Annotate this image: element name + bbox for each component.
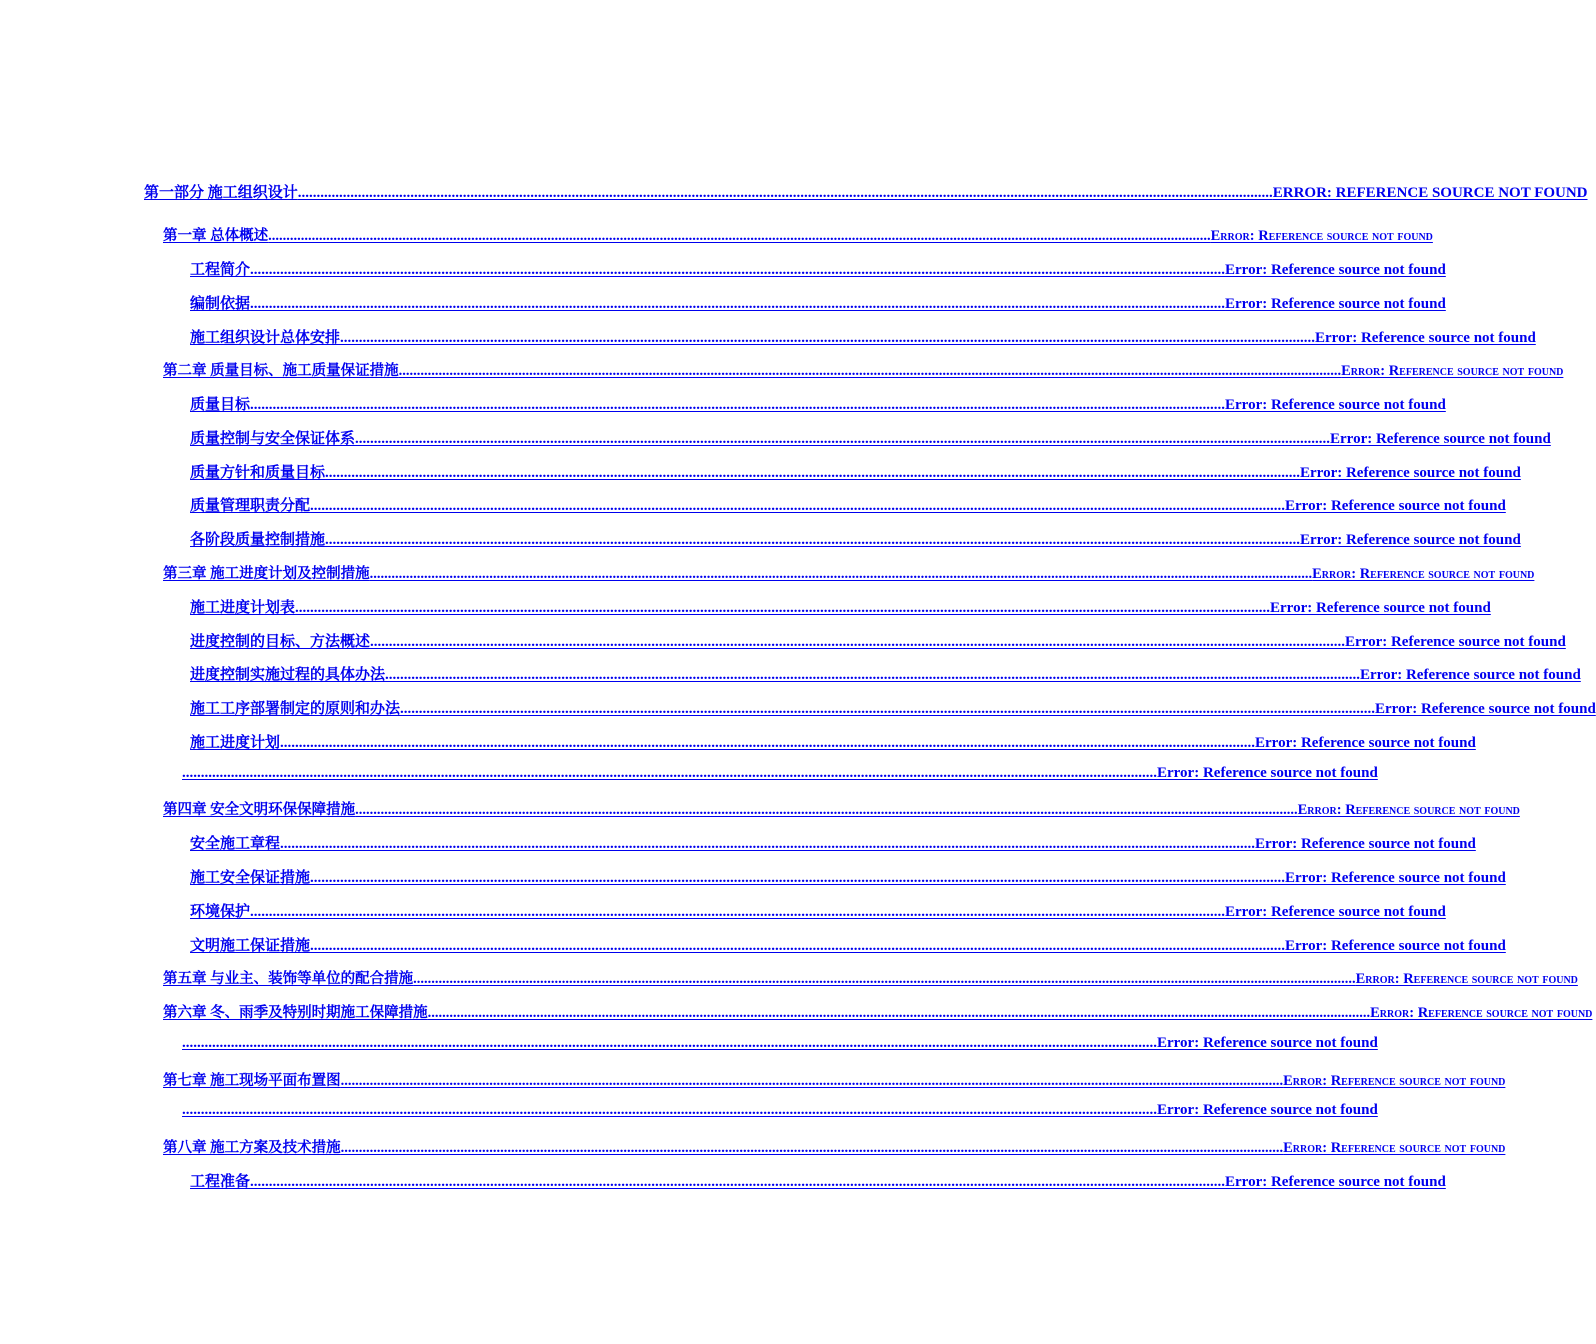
dot-leader: .................................................................................................................................................................................................................................................................... [370,634,1346,650]
dot-leader: .................................................................................................................................................................................................................................................................... [427,1005,1371,1021]
toc-page-reference: Error: Reference source not found [1330,431,1551,447]
toc-entry-title: 质量控制与安全保证体系 [190,431,356,447]
toc-page-reference: Error: Reference source not found [1312,566,1535,582]
toc-entry-title: 第一部分 施工组织设计 [144,185,298,201]
toc-entry-title: 环境保护 [190,904,251,920]
toc-entry-section[interactable] [182,461,1521,482]
toc-entry-title: 施工进度计划表 [190,600,296,616]
toc-entry-chapter[interactable] [163,1136,1506,1157]
toc-entry-section[interactable] [182,765,1378,782]
toc-entry-section[interactable] [182,866,1506,887]
dot-leader: .................................................................................................................................................................................................................................................................... [355,802,1298,818]
toc-page-reference: Error: Reference source not found [1341,363,1564,379]
toc-page-reference: Error: Reference source not found [1285,870,1506,886]
toc-page-reference: Error: Reference source not found [1157,765,1378,781]
toc-page-reference: Error: Reference source not found [1225,397,1446,413]
toc-page-reference: Error: Reference source not found [1157,1035,1378,1051]
dot-leader: .................................................................................................................................................................................................................................................................... [340,330,1316,346]
toc-entry-section[interactable] [182,393,1446,414]
toc-entry-title: 第七章 施工现场平面布置图 [163,1073,341,1089]
toc-entry-title: 第三章 施工进度计划及控制措施 [163,566,370,582]
toc-entry-section[interactable] [182,731,1476,752]
toc-page-reference: Error: Reference source not found [1225,296,1446,312]
toc-entry-section[interactable] [182,258,1446,279]
dot-leader: .................................................................................................................................................................................................................................................................... [280,735,1256,751]
toc-entry-section[interactable] [182,1035,1378,1052]
dot-leader: .................................................................................................................................................................................................................................................................... [250,262,1226,278]
toc-entry-section[interactable] [182,596,1491,617]
toc-page-reference: Error: Reference source not found [1285,498,1506,514]
toc-entry-part[interactable] [144,181,1588,202]
toc-page-reference: Error: Reference source not found [1355,971,1578,987]
toc-entry-title: 进度控制的目标、方法概述 [190,634,371,650]
toc-entry-title: 第八章 施工方案及技术措施 [163,1140,341,1156]
dot-leader: .................................................................................................................................................................................................................................................................... [250,296,1226,312]
toc-entry-title: 编制依据 [190,296,251,312]
toc-entry-title: 工程准备 [190,1174,251,1190]
toc-page-reference: Error: Reference source not found [1255,735,1476,751]
toc-entry-section[interactable] [182,663,1581,684]
toc-entry-chapter[interactable] [163,359,1564,380]
toc-entry-title: 文明施工保证措施 [190,938,311,954]
toc-page-reference: Error: Reference source not found [1360,667,1581,683]
toc-entry-title: 施工工序部署制定的原则和办法 [190,701,401,717]
toc-page-reference: Error: Reference source not found [1315,330,1536,346]
dot-leader: .................................................................................................................................................................................................................................................................... [182,765,1157,781]
toc-page-reference: Error: Reference source not found [1283,1140,1506,1156]
toc-entry-section[interactable] [182,427,1551,448]
toc-page-reference: Error: Reference source not found [1225,904,1446,920]
toc-entry-title: 质量方针和质量目标 [190,465,326,481]
toc-page-reference: Error: Reference source not found [1300,465,1521,481]
toc-entry-title: 第四章 安全文明环保保障措施 [163,802,356,818]
toc-entry-chapter[interactable] [163,967,1578,988]
dot-leader: .................................................................................................................................................................................................................................................................... [250,904,1226,920]
dot-leader: .................................................................................................................................................................................................................................................................... [250,1174,1226,1190]
dot-leader: .................................................................................................................................................................................................................................................................... [340,1073,1284,1089]
dot-leader: .................................................................................................................................................................................................................................................................... [325,465,1301,481]
dot-leader: .................................................................................................................................................................................................................................................................... [310,870,1286,886]
toc-entry-title: 施工进度计划 [190,735,281,751]
toc-entry-chapter[interactable] [163,798,1520,819]
dot-leader: .................................................................................................................................................................................................................................................................... [310,498,1286,514]
dot-leader: .................................................................................................................................................................................................................................................................... [355,431,1331,447]
toc-entry-section[interactable] [182,832,1476,853]
toc-page-reference: Error: Reference source not found [1375,701,1596,717]
toc-page-reference: Error: Reference source not found [1300,532,1521,548]
toc-entry-chapter[interactable] [163,224,1433,245]
dot-leader: .................................................................................................................................................................................................................................................................... [297,185,1273,201]
toc-entry-chapter[interactable] [163,1069,1506,1090]
toc-page-reference: Error: Reference source not found [1270,600,1491,616]
toc-page-reference: Error: Reference source not found [1285,938,1506,954]
toc-entry-title: 第二章 质量目标、施工质量保证措施 [163,363,399,379]
toc-entry-title: 安全施工章程 [190,836,281,852]
toc-entry-title: 各阶段质量控制措施 [190,532,326,548]
dot-leader: .................................................................................................................................................................................................................................................................... [250,397,1226,413]
toc-page-reference: Error: Reference source not found [1210,228,1433,244]
toc-entry-title: 第一章 总体概述 [163,228,269,244]
toc-entry-section[interactable] [182,900,1446,921]
toc-entry-section[interactable] [182,697,1596,718]
dot-leader: .................................................................................................................................................................................................................................................................... [295,600,1271,616]
toc-entry-section[interactable] [182,326,1536,347]
dot-leader: .................................................................................................................................................................................................................................................................... [340,1140,1284,1156]
toc-page-reference: Error: Reference source not found [1225,262,1446,278]
toc-page-reference: Error: Reference source not found [1283,1073,1506,1089]
dot-leader: .................................................................................................................................................................................................................................................................... [398,363,1342,379]
toc-entry-title: 进度控制实施过程的具体办法 [190,667,386,683]
toc-entry-section[interactable] [182,1102,1378,1119]
toc-entry-section[interactable] [182,1170,1446,1191]
toc-entry-section[interactable] [182,292,1446,313]
dot-leader: .................................................................................................................................................................................................................................................................... [325,532,1301,548]
dot-leader: .................................................................................................................................................................................................................................................................... [385,667,1361,683]
dot-leader: .................................................................................................................................................................................................................................................................... [310,938,1286,954]
toc-entry-title: 施工安全保证措施 [190,870,311,886]
toc-page-reference: Error: Reference source not found [1370,1005,1593,1021]
toc-entry-chapter[interactable] [163,562,1535,583]
toc-entry-title: 工程简介 [190,262,251,278]
dot-leader: .................................................................................................................................................................................................................................................................... [400,701,1376,717]
toc-page-reference: Error: Reference source not found [1297,802,1520,818]
toc-entry-chapter[interactable] [163,1001,1593,1022]
toc-page-reference: Error: Reference source not found [1345,634,1566,650]
toc-entry-title: 第五章 与业主、装饰等单位的配合措施 [163,971,414,987]
toc-page-reference: Error: Reference source not found [1255,836,1476,852]
toc-entry-section[interactable] [182,630,1566,651]
toc-page-reference: ERROR: REFERENCE SOURCE NOT FOUND [1272,185,1588,201]
dot-leader: .................................................................................................................................................................................................................................................................... [280,836,1256,852]
dot-leader: .................................................................................................................................................................................................................................................................... [182,1035,1157,1051]
dot-leader: .................................................................................................................................................................................................................................................................... [369,566,1313,582]
toc-entry-section[interactable] [182,494,1506,515]
dot-leader: .................................................................................................................................................................................................................................................................... [268,228,1211,244]
dot-leader: .................................................................................................................................................................................................................................................................... [182,1102,1157,1118]
toc-entry-section[interactable] [182,528,1521,549]
dot-leader: .................................................................................................................................................................................................................................................................... [413,971,1356,987]
toc-entry-title: 第六章 冬、雨季及特别时期施工保障措施 [163,1005,428,1021]
toc-entry-title: 质量目标 [190,397,251,413]
toc-entry-section[interactable] [182,934,1506,955]
toc-page-reference: Error: Reference source not found [1157,1102,1378,1118]
toc-page-reference: Error: Reference source not found [1225,1174,1446,1190]
toc-entry-title: 质量管理职责分配 [190,498,311,514]
toc-entry-title: 施工组织设计总体安排 [190,330,341,346]
